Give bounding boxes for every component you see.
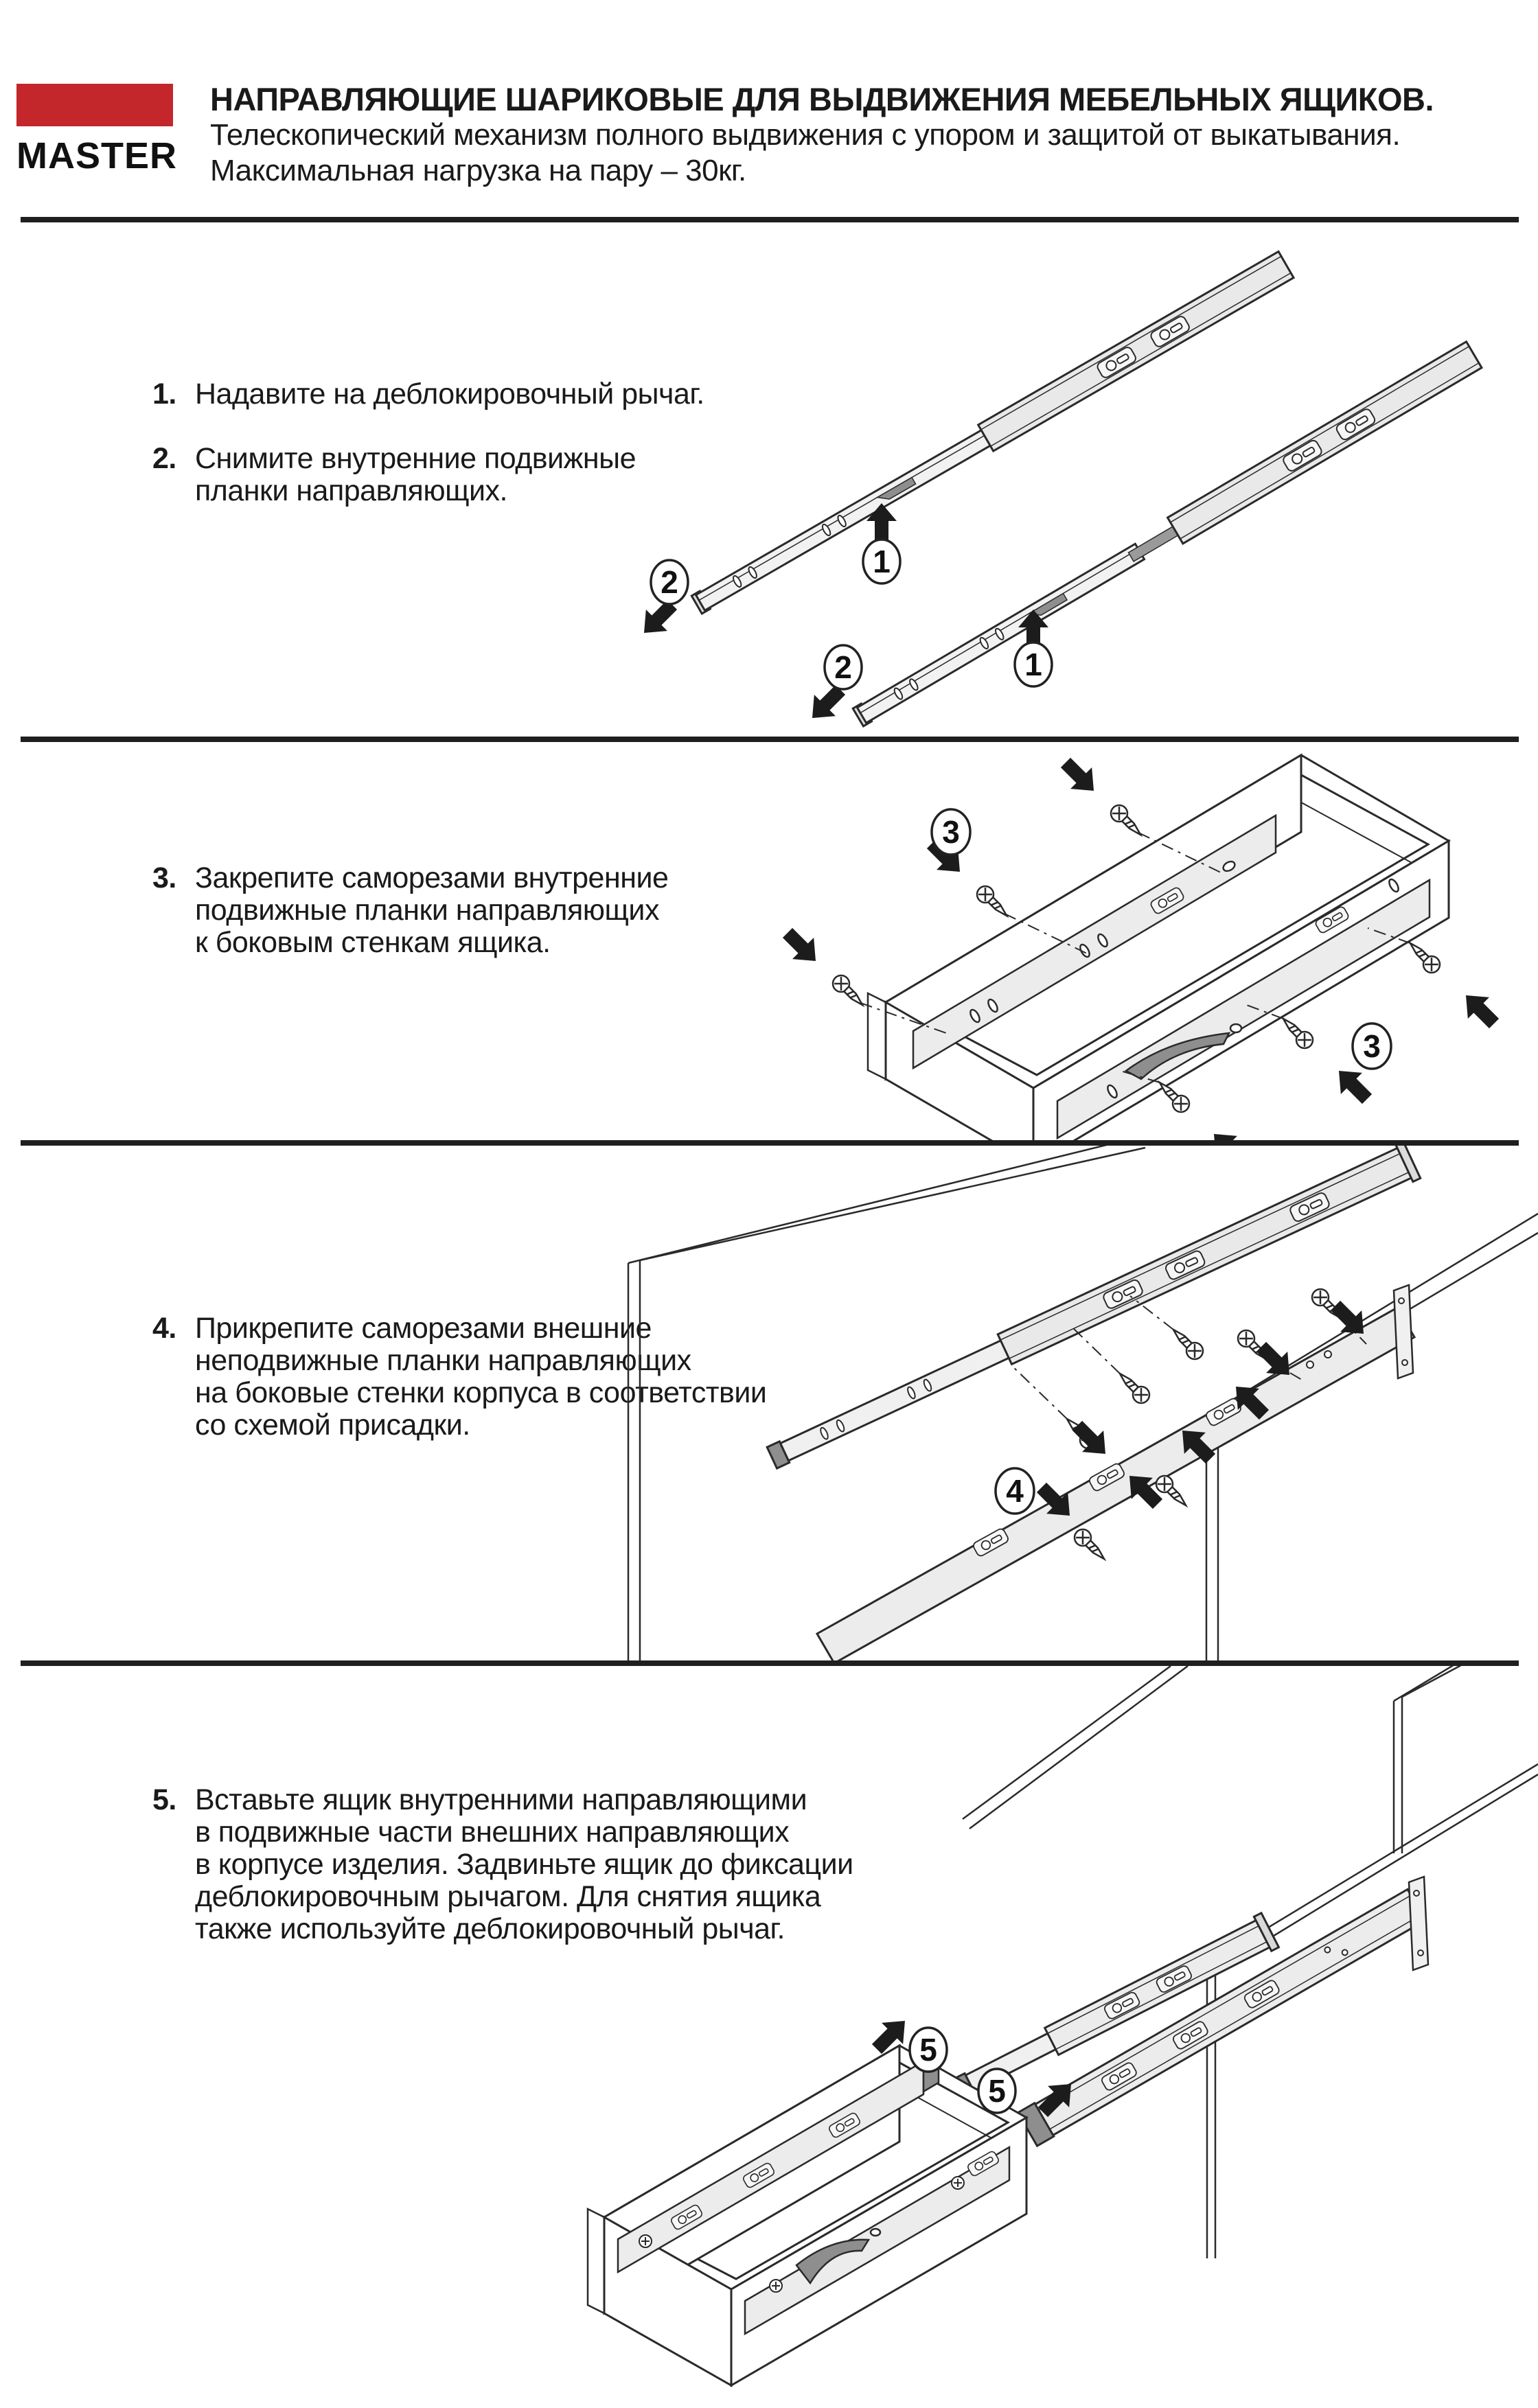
step-5-text: 5. Вставьте ящик внутренними направляющими в подвижные части внешних направляющих в корпусе изделия. Задвиньте ящик до фиксации деблокировочным рычагом. Для снятия ящика также используйте деблокировочный рычаг. (152, 1783, 853, 1945)
svg-text:3: 3 (1363, 1028, 1381, 1064)
figure-drawer-mounting (0, 742, 1538, 1140)
step-4-text: 4. Прикрепите саморезами внешние неподвижные планки направляющих на боковые стенки корпуса в соответствии со схемой присадки. (152, 1312, 767, 1442)
section-divider (21, 1140, 1519, 1146)
figure-insert-drawer (0, 1666, 1538, 2408)
cabinet-panels (628, 1146, 1538, 1660)
callout-2 (825, 645, 862, 689)
screw (974, 883, 1013, 922)
loose-outer-rail (817, 1285, 1414, 1660)
svg-text:1: 1 (1024, 647, 1042, 682)
callout-5 (910, 2028, 947, 2072)
callout-1 (863, 540, 900, 583)
svg-text:3: 3 (942, 814, 960, 850)
svg-text:2: 2 (834, 649, 852, 685)
svg-text:5: 5 (919, 2032, 937, 2068)
screw (1114, 1367, 1153, 1406)
brand-name: MASTER (16, 135, 177, 176)
screw (1404, 937, 1443, 976)
step-3-text: 3. Закрепите саморезами внутренние подвижные планки направляющих к боковым стенкам ящика. (152, 861, 669, 959)
brand-logo (16, 84, 173, 126)
screw (829, 972, 869, 1011)
cabinet-panels (963, 1666, 1538, 2258)
callout-5 (978, 2069, 1015, 2113)
svg-text:2: 2 (661, 564, 678, 600)
callout-3 (1353, 1023, 1391, 1069)
screw (1107, 802, 1147, 841)
section-divider (21, 217, 1519, 222)
step-1-text: 1. Надавите на деблокировочный рычаг. (152, 378, 704, 410)
step-2-text: 2. Снимите внутренние подвижные планки направляющих. (152, 442, 636, 507)
callout-1 (1015, 642, 1052, 686)
svg-text:1: 1 (873, 544, 891, 579)
callout-4 (996, 1468, 1034, 1514)
page-title: НАПРАВЛЯЮЩИЕ ШАРИКОВЫЕ ДЛЯ ВЫДВИЖЕНИЯ МЕБЕЛЬНЫХ ЯЩИКОВ. (210, 81, 1434, 117)
page-subtitle-1: Телескопический механизм полного выдвижения с упором и защитой от выкатывания. (210, 118, 1401, 152)
screw (1167, 1323, 1206, 1363)
screw (1071, 1526, 1110, 1565)
figure-cabinet-mounting (0, 1146, 1538, 1660)
slide-upper (689, 251, 1294, 618)
screw (1277, 1012, 1316, 1052)
slide-lower (851, 342, 1482, 730)
section-divider (21, 1660, 1519, 1666)
screw-arrow (777, 922, 826, 971)
figure-slides-release (0, 227, 1538, 738)
callout-2 (651, 560, 688, 604)
screw (1153, 1472, 1192, 1512)
screw-arrow (1055, 752, 1104, 801)
page-subtitle-2: Максимальная нагрузка на пару – 30кг. (210, 154, 746, 187)
callout-3 (932, 809, 970, 855)
screw-arrow (1203, 1123, 1252, 1140)
drawer-box (588, 2046, 1026, 2385)
svg-text:4: 4 (1006, 1473, 1024, 1509)
cabinet-slide (764, 1146, 1421, 1477)
svg-text:5: 5 (988, 2073, 1006, 2109)
screw-arrow (1455, 984, 1504, 1034)
header (210, 81, 1515, 189)
